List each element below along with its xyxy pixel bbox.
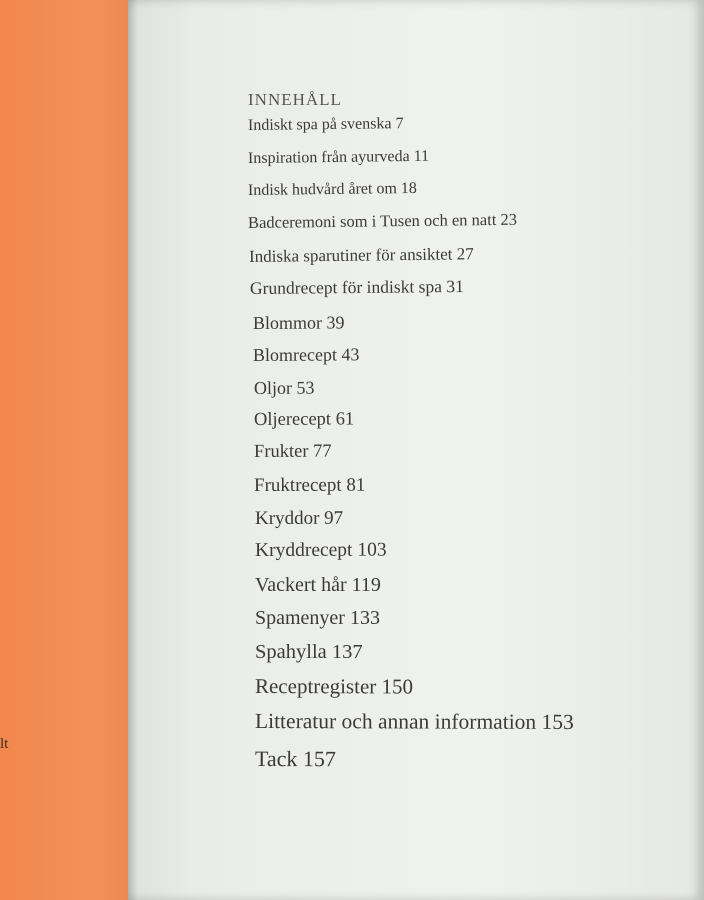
toc-entry: Indisk hudvård året om 18	[247, 179, 417, 199]
toc-entry: Inspiration från ayurveda 11	[247, 147, 430, 167]
cover-text-fragment: lt	[0, 736, 9, 752]
toc-entry: Oljor 53	[253, 377, 315, 398]
toc-entry: Kryddor 97	[254, 507, 344, 529]
toc-entry: Litteratur och annan information 153	[254, 709, 574, 734]
toc-entry: Tack 157	[254, 746, 336, 772]
toc-entry: Vackert hår 119	[255, 574, 381, 596]
page-shadow	[128, 0, 138, 900]
toc-entry: Kryddrecept 103	[254, 539, 387, 561]
toc-entry: Badceremoni som i Tusen och en natt 23	[247, 209, 518, 232]
orange-cover	[0, 0, 140, 900]
toc-list	[247, 115, 688, 778]
toc-heading: INNEHÅLL	[248, 90, 342, 109]
toc-entry: Spahylla 137	[255, 641, 363, 663]
toc-entry: Blomrecept 43	[252, 344, 360, 365]
toc-entry: Indiskt spa på svenska 7	[247, 115, 404, 134]
toc-entry: Spamenyer 133	[255, 607, 380, 629]
toc-entry: Receptregister 150	[254, 674, 414, 699]
toc-entry: Frukter 77	[253, 441, 332, 462]
toc-entry: Grundrecept för indiskt spa 31	[249, 276, 464, 298]
toc-entry: Fruktrecept 81	[253, 474, 366, 496]
toc-entry: Indiska sparutiner för ansiktet 27	[248, 244, 474, 266]
toc-entry: Oljerecept 61	[253, 409, 355, 430]
table-of-contents	[248, 90, 688, 778]
toc-entry: Blommor 39	[252, 312, 345, 333]
